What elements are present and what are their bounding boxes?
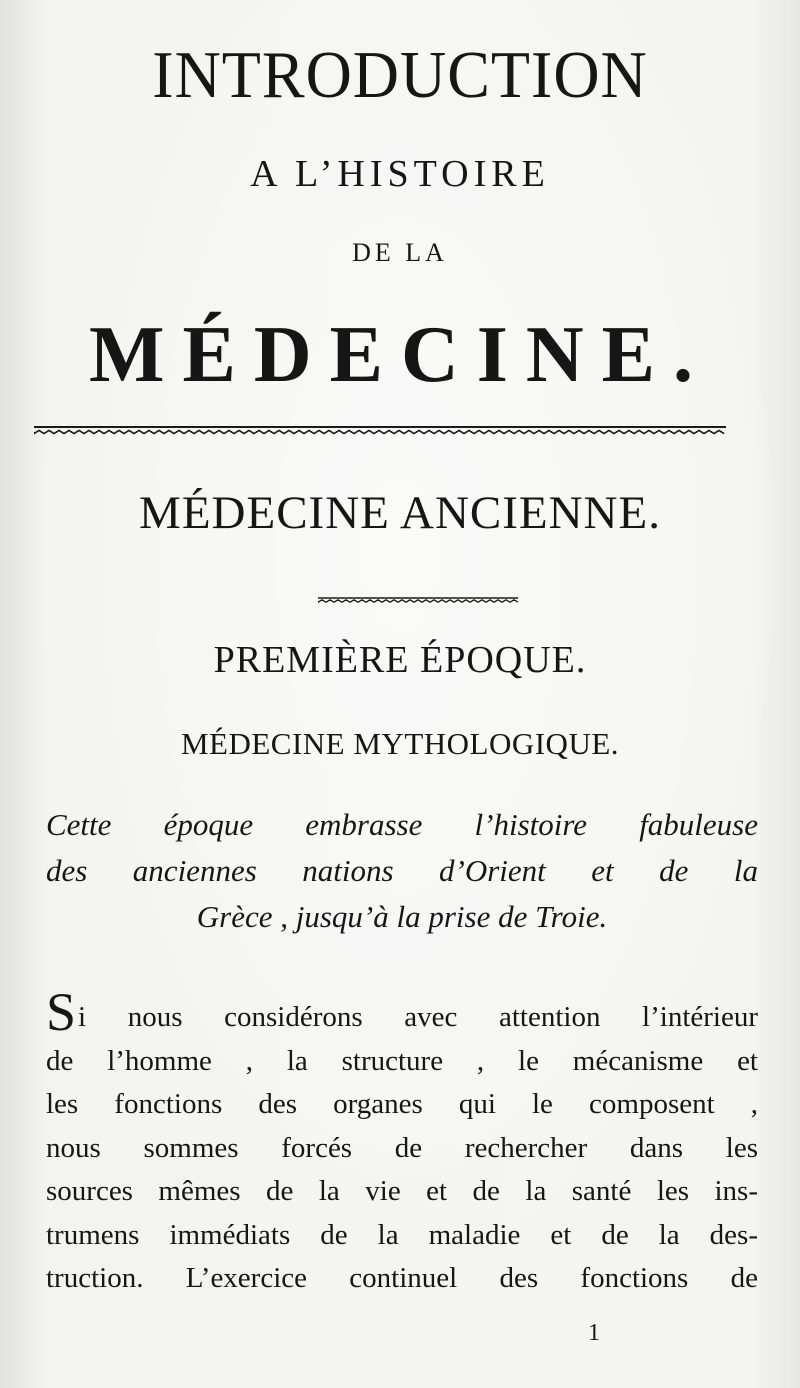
page-number: 1	[588, 1320, 600, 1346]
summary-line: des anciennes nations d’Orient et de la	[46, 853, 758, 888]
body-first-line-text: i nous considérons avec attention l’intérieur	[78, 1001, 758, 1033]
body-line: les fonctions des organes qui le composent ,	[46, 1088, 758, 1120]
title-medecine: MÉDECINE.	[88, 311, 712, 399]
body-line: de l’homme , la structure , le mécanisme et	[46, 1044, 758, 1077]
section-heading: MÉDECINE ANCIENNE.	[139, 487, 661, 539]
title-introduction: INTRODUCTION	[152, 37, 648, 112]
summary-line: Grèce , jusqu’à la prise de Troie.	[196, 899, 608, 934]
epoch-summary	[46, 802, 758, 940]
body-line: nous sommes forcés de rechercher dans les	[46, 1131, 758, 1164]
body-line: trumens immédiats de la maladie et de la des-	[46, 1218, 758, 1251]
body-line: truction. L’exercice continuel des fonctions de	[46, 1262, 758, 1294]
title-de-la: DE LA	[352, 238, 448, 267]
summary-line: Cette époque embrasse l’histoire fabuleuse	[46, 807, 758, 842]
epoch-subheading: MÉDECINE MYTHOLOGIQUE.	[180, 726, 620, 761]
body-first-line	[46, 982, 758, 1042]
body-paragraph	[46, 982, 758, 1301]
title-a-l-histoire: A L’HISTOIRE	[250, 153, 550, 195]
epoch-heading: PREMIÈRE ÉPOQUE.	[213, 639, 587, 681]
drop-capital: S	[46, 982, 77, 1042]
short-ornamental-rule	[318, 589, 518, 597]
decorative-wavy-rule	[34, 424, 726, 434]
body-line: sources mêmes de la vie et de la santé les ins-	[46, 1175, 758, 1207]
